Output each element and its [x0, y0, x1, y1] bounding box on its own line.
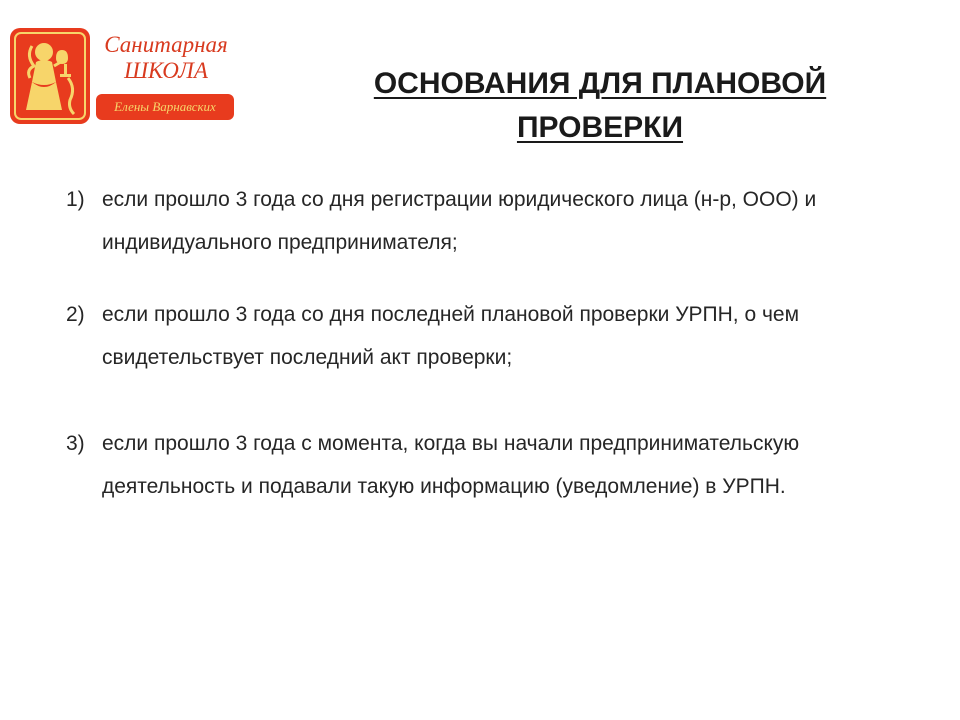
list-item-text: если прошло 3 года с момента, когда вы начали предпринимательскую деятельность и подавали такую информацию (уведомление) в УРПН. — [102, 432, 800, 498]
logo-name-badge: Елены Варнавских — [96, 94, 234, 120]
logo-school-text — [96, 32, 236, 84]
page-title — [330, 62, 870, 150]
list-item-number: 2) — [66, 303, 85, 326]
goddess-with-cup-icon — [10, 28, 90, 124]
list-item-text: если прошло 3 года со дня последней плановой проверки УРПН, о чем свидетельствует последний акт проверки; — [102, 303, 800, 369]
list-item-number: 1) — [66, 188, 85, 211]
page-title-line1: ОСНОВАНИЯ ДЛЯ ПЛАНОВОЙ — [373, 67, 827, 100]
page-title-line2: ПРОВЕРКИ — [516, 111, 684, 144]
list-item-text: если прошло 3 года со дня регистрации юридического лица (н-р, ООО) и индивидуального предпринимателя; — [102, 188, 817, 254]
list-item — [66, 178, 886, 264]
list-item — [66, 293, 886, 379]
grounds-list — [66, 178, 886, 508]
logo-school-line2: ШКОЛА — [124, 58, 208, 83]
logo — [10, 28, 236, 124]
logo-school-line1: Санитарная — [104, 32, 228, 57]
list-item — [66, 422, 886, 508]
list-item-number: 3) — [66, 432, 85, 455]
